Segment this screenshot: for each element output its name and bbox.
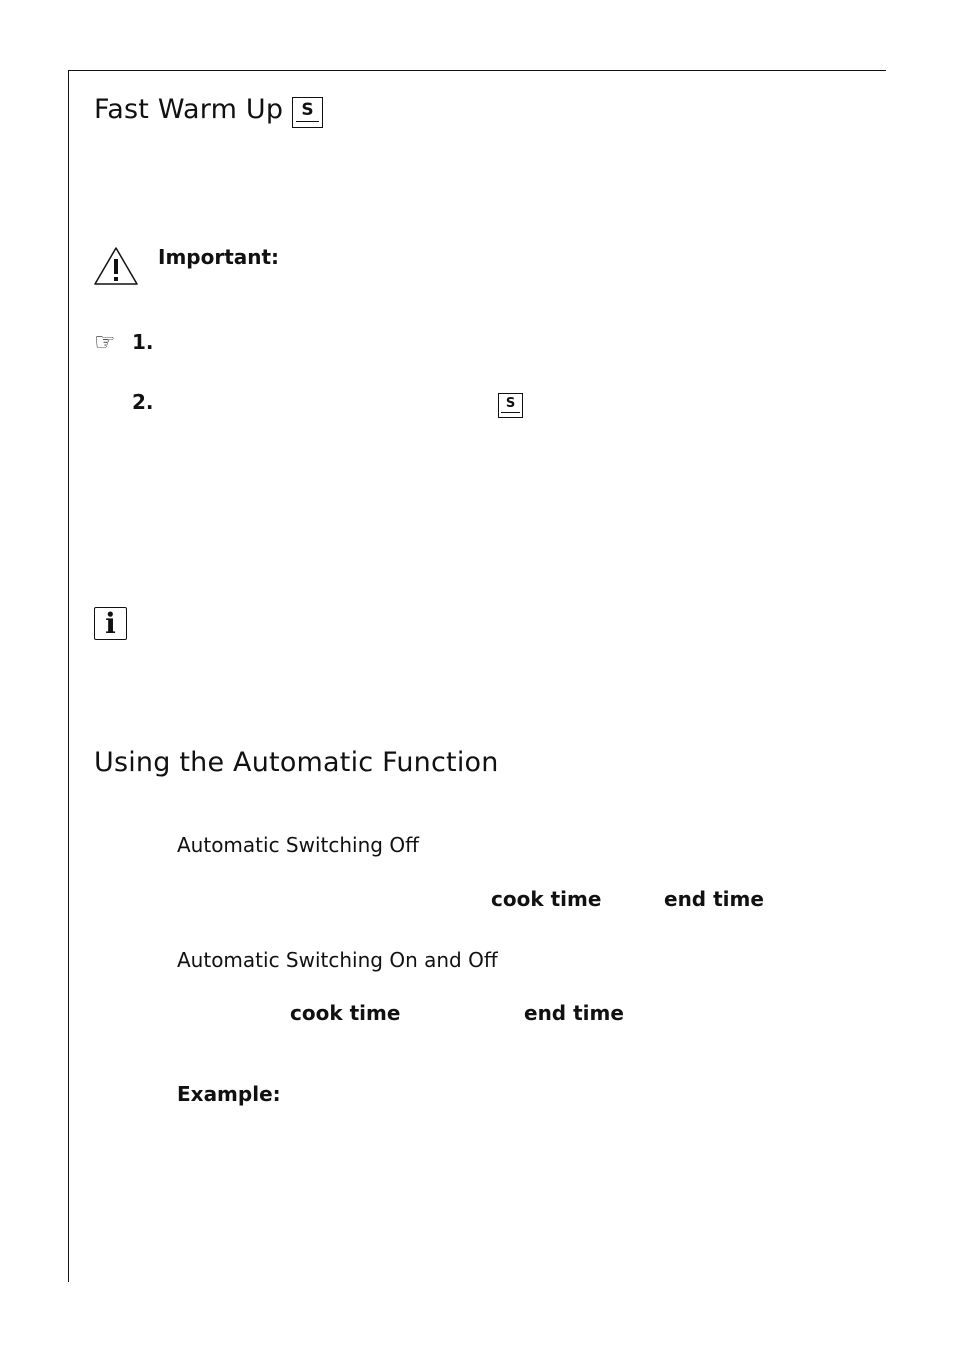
s-function-icon	[292, 97, 323, 128]
warning-triangle-icon	[93, 246, 139, 286]
step-2-number: 2.	[132, 390, 154, 414]
example-label: Example:	[177, 1082, 281, 1106]
important-label: Important:	[158, 245, 280, 269]
step-1-number: 1.	[132, 330, 154, 354]
pointing-hand-icon: ☞	[94, 328, 116, 356]
left-border-line	[68, 70, 69, 1282]
info-icon-letter: i	[105, 607, 116, 640]
section-heading-fast-warm-up	[94, 94, 283, 125]
term-cook-time: cook time	[290, 1001, 401, 1025]
subheading-automatic-switching-on-off: Automatic Switching On and Off	[177, 948, 498, 972]
term-end-time: end time	[524, 1001, 624, 1025]
s-icon-underline	[296, 121, 319, 122]
term-cook-time: cook time	[491, 887, 602, 911]
s-function-icon-inline	[498, 393, 523, 418]
s-icon-letter: S	[505, 396, 516, 411]
section-heading-automatic-function: Using the Automatic Function	[94, 747, 499, 778]
subheading-automatic-switching-off: Automatic Switching Off	[177, 833, 419, 857]
term-end-time: end time	[664, 887, 764, 911]
heading-text: Fast Warm Up	[94, 94, 284, 125]
info-icon	[94, 607, 127, 640]
top-border-line	[68, 70, 886, 71]
s-icon-letter: S	[301, 100, 314, 120]
s-icon-underline	[501, 412, 520, 413]
